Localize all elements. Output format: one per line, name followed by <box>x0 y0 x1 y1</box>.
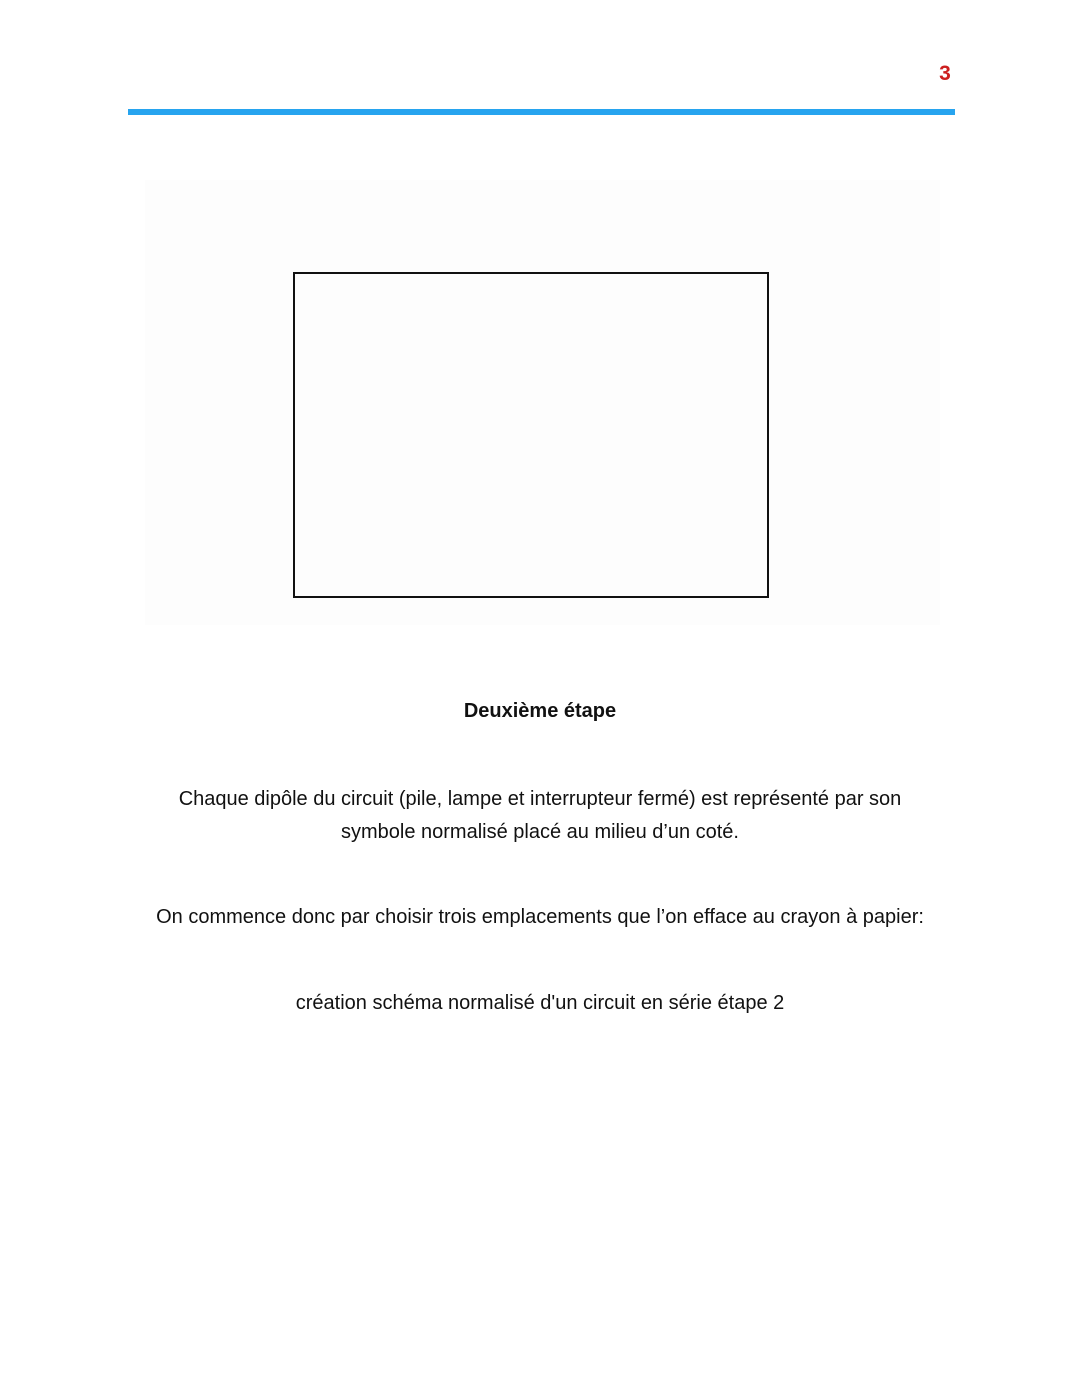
paragraph-dipoles <box>0 783 1080 849</box>
image-caption: création schéma normalisé d'un circuit en série étape 2 <box>295 992 785 1014</box>
page-number: 3 <box>939 62 951 85</box>
paragraph-dipoles-line-1: Chaque dipôle du circuit (pile, lampe et interrupteur fermé) est représenté par son <box>178 788 902 810</box>
header-rule <box>128 109 955 115</box>
paragraph-dipoles-line-2: symbole normalisé placé au milieu d’un coté. <box>341 821 739 843</box>
circuit-frame-rectangle <box>293 272 769 598</box>
paragraph-emplacements: On commence donc par choisir trois emplacements que l’on efface au crayon à papier: <box>156 906 924 928</box>
section-title: Deuxième étape <box>463 700 617 722</box>
